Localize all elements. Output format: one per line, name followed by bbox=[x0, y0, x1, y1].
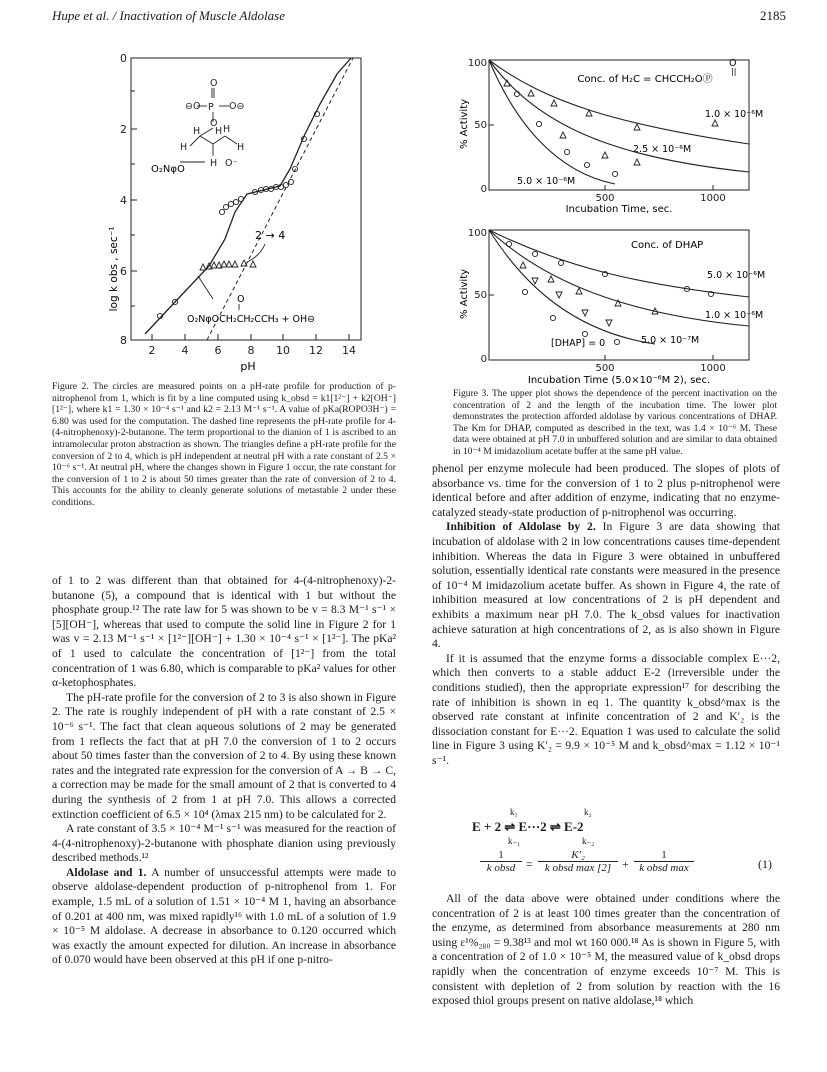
fig3-bottom-label-1e-6: 1.0 × 10⁻⁶M bbox=[705, 310, 764, 321]
fig3-top-xtick-1000: 1000 bbox=[700, 193, 726, 204]
fig3-bottom-ytick-50: 50 bbox=[474, 290, 487, 301]
fig2-y-ticks bbox=[131, 58, 137, 340]
fig3-top-x-label: Incubation Time, sec. bbox=[565, 204, 673, 215]
eq1-lhs-num: 1 bbox=[498, 849, 504, 861]
figure-2-plot bbox=[105, 44, 375, 384]
fig3-top-curve-1e-6 bbox=[489, 60, 749, 144]
fig2-solid-profile-line bbox=[145, 58, 351, 334]
fig2-xtick-4: 4 bbox=[181, 344, 189, 357]
fig2-structure-top-label: O₂NφO bbox=[151, 164, 185, 175]
fig3-bottom-y-label: % Activity bbox=[459, 268, 470, 320]
eq1-number: (1) bbox=[758, 857, 772, 871]
fig3-top-ytick-50: 50 bbox=[474, 120, 487, 131]
fig3-top-points bbox=[504, 80, 718, 177]
fig2-xtick-2: 2 bbox=[148, 344, 156, 357]
right-paragraph-2-heading: Inhibition of Aldolase by 2. bbox=[446, 520, 596, 534]
fig2-x-ticks bbox=[152, 334, 349, 340]
fig2-arrow-bottom bbox=[198, 276, 213, 299]
left-paragraph-4-heading: Aldolase and 1. bbox=[66, 865, 147, 879]
svg-text:H: H bbox=[210, 158, 218, 169]
fig2-xtick-12: 12 bbox=[309, 344, 323, 357]
fig3-bottom-ytick-0: 0 bbox=[480, 354, 487, 365]
svg-text:H: H bbox=[193, 126, 201, 137]
fig2-ytick-0: 0 bbox=[120, 52, 127, 65]
fig3-top-ytick-0: 0 bbox=[480, 184, 487, 195]
fig3-top-xtick-500: 500 bbox=[595, 193, 615, 204]
fig3-bottom-x-label: Incubation Time (5.0×10⁻⁶M 2), sec. bbox=[527, 375, 711, 386]
fig2-xtick-6: 6 bbox=[214, 344, 222, 357]
right-column-text bbox=[432, 462, 780, 768]
left-paragraph-2: The pH-rate profile for the conversion of 2 to 3 is also shown in Figure 2. The rate is roughly independent of pH with a rate constant of 2.5 × 10⁻⁶ s⁻¹. The fact that clean aqueous solutions of 2 may be generated from 1 reflects the fact that at pH 7.0 the conversion of 1 to 2 occurs about 50 times faster than the conversion of 2 to 4. By using these known rates and the integrated rate expression for the conversion of A → B → C, a correction may be made for the small amount of 2 that is converted to 4 during the synthesis of 2 from 1 at pH 7.0. This allows a corrected extinction coefficient of 6.5 × 10⁴ (λmax 215 nm) to be calculated for 2. bbox=[52, 690, 396, 821]
svg-text:H: H bbox=[237, 142, 245, 153]
svg-text:O: O bbox=[210, 118, 218, 129]
fig3-bottom-label-5e-6: 5.0 × 10⁻⁶M bbox=[707, 270, 766, 281]
fig3-top-label-5e-6: 5.0 × 10⁻⁶M bbox=[517, 176, 576, 187]
right-paragraph-2-body: In Figure 3 are data showing that incubation of aldolase with 2 in low concentrations causes time-dependent inhibition. Whereas the data in Figure 3 were obtained in unbuffered solution, essentially identical rate constants were measured in the presence of 10⁻⁴ M imidazolium acetate buffer. As shown in Figure 4, the rate of inhibition measured at low concentrations of 2 is pH dependent and exhibits a maximum near pH 7.0. The k_obsd values for inactivation achieve saturation at high concentrations of 2, as is also shown in Figure 4. bbox=[432, 520, 780, 651]
fig3-top-o-bond: || bbox=[731, 67, 737, 76]
fig2-ytick-8: 8 bbox=[120, 334, 127, 347]
svg-text:H: H bbox=[215, 126, 223, 137]
page-number: 2185 bbox=[760, 8, 786, 23]
fig3-bottom-xtick-1000: 1000 bbox=[700, 363, 726, 374]
fig3-bottom-title: Conc. of DHAP bbox=[631, 240, 704, 251]
fig3-bottom-points bbox=[506, 241, 713, 344]
fig2-ytick-2: 2 bbox=[120, 123, 127, 136]
left-paragraph-1: of 1 to 2 was different than that obtained for 4-(4-nitrophenoxy)-2-butanone (5), a compound that is identical with 1 but without the phosphate group.¹² The rate law for 5 was shown to be v = 8.3 M⁻¹ s⁻¹ × [5][OH⁻], whereas that used to compute the solid line in Figure 2 for 1 was v = 2.13 M⁻¹ s⁻¹ × [1²⁻][OH⁻] + 1.30 × 10⁻⁴ s⁻¹ × [1²⁻]. The pKa² of 1 used to calculate the concentration of [1²⁻] from the total concentration of 1 was 6.80, which is comparable to pKa² values for other α-ketophosphates. bbox=[52, 574, 396, 690]
left-paragraph-4 bbox=[52, 866, 396, 968]
svg-text:P: P bbox=[208, 102, 214, 113]
fig3-bottom-xtick-500: 500 bbox=[595, 363, 615, 374]
fig3-bottom-label-5e-7: 5.0 × 10⁻⁷M bbox=[641, 335, 700, 346]
svg-text:O: O bbox=[210, 78, 218, 89]
eq-k-1: k₋₁ bbox=[508, 836, 521, 846]
eq1-equals: = bbox=[526, 857, 533, 871]
right-paragraph-2 bbox=[432, 520, 780, 651]
right-paragraph-1: phenol per enzyme molecule had been produced. The slopes of plots of absorbance vs. time for the conversion of 1 to 2 plus p-nitrophenol were identical before and after addition of enzyme, indicating that no enzyme-catalyzed steady-state production of p-nitrophenol was occurring. bbox=[432, 462, 780, 519]
fig3-top-o: O bbox=[729, 58, 737, 69]
fig2-structure-bottom-label: O₂NφOCH₂CH₂CCH₃ + OH⊖ bbox=[187, 314, 316, 325]
fig3-top-label-1e-6: 1.0 × 10⁻⁶M bbox=[705, 109, 764, 120]
svg-text:O⁻: O⁻ bbox=[225, 158, 238, 169]
eq1-plus: + bbox=[622, 857, 629, 871]
eq-scheme: E + 2 ⇌ E···2 ⇌ E-2 bbox=[472, 819, 584, 834]
fig3-top-ytick-100: 100 bbox=[467, 58, 487, 69]
fig3-top-label-2.5e-6: 2.5 × 10⁻⁶M bbox=[633, 144, 692, 155]
left-paragraph-3: A rate constant of 3.5 × 10⁻⁴ M⁻¹ s⁻¹ was measured for the reaction of 4-(4-nitrophenoxy)-2-butanone with phosphate dianion using previously described methods.¹² bbox=[52, 822, 396, 865]
eq1-rhs-num: 1 bbox=[661, 849, 667, 861]
fig2-x-label: pH bbox=[240, 360, 256, 373]
svg-text:⊖O: ⊖O bbox=[185, 101, 201, 112]
eq-k-2: k₋₂ bbox=[582, 836, 595, 846]
fig3-bottom-curve-5e-6 bbox=[489, 230, 749, 297]
fig2-xtick-8: 8 bbox=[247, 344, 255, 357]
right-paragraph-4: All of the data above were obtained under conditions where the concentration of 2 is at least 100 times greater than the concentration of the enzyme, as determined from absorbance measurements at 280 nm using ε¹%₂₈₀ = 9.38¹³ and mol wt 160 000.¹⁸ As is shown in Figure 5, with a concentration of 2 of 1.0 × 10⁻⁵ M, the measured value of k_obsd drops rapidly when the concentration of enzyme exceeds 10⁻⁷ M. This is consistent with depletion of 2 from solution by reaction with the 16 exposed thiol groups present on native aldolase,¹⁸ which bbox=[432, 892, 780, 1008]
eq-k1: k₁ bbox=[510, 807, 518, 817]
svg-text:H: H bbox=[223, 124, 231, 135]
svg-text:H: H bbox=[180, 142, 188, 153]
fig2-ytick-4: 4 bbox=[120, 194, 127, 207]
fig2-y-label: log k obs , sec⁻¹ bbox=[108, 226, 120, 312]
eq1-mid-num: K′₂ bbox=[571, 849, 585, 861]
eq1-lhs-den: k obsd bbox=[480, 861, 522, 874]
left-column-text bbox=[52, 574, 396, 968]
fig2-frame bbox=[131, 58, 361, 340]
left-paragraph-4-body: A number of unsuccessful attempts were made to observe aldolase-dependent production of p-nitrophenol from 1. For example, 1.5 mL of a solution of 1.51 × 10⁻⁴ M 1, having an absorbance of 0.201 at 400 nm, was mixed rapidly¹⁶ with 1.0 mL of a solution of 1.9 × 10⁻⁵ M aldolase. A decrease in absorbance to 0.120 occurred which was exactly the amount expected for dilution. An increase in absorbance of 0.070 would have been observed at this pH if one p-nitro- bbox=[52, 865, 396, 967]
eq1-lhs bbox=[480, 849, 522, 874]
eq1-rhs-den: k obsd max bbox=[634, 861, 694, 874]
fig3-top-title: Conc. of H₂C = CHCCH₂OⓅ bbox=[577, 74, 713, 85]
figure-2-caption: Figure 2. The circles are measured points on a pH-rate profile for production of p-nitrophenol from 1, which is fit by a line computed using k_obsd = k1[1²⁻] + k2[OH⁻][1²⁻], where k1 = 1.30 × 10⁻⁴ s⁻¹ and k2 = 2.13 M⁻¹ s⁻¹. A value of pKa(ROPO3H⁻) = 6.80 was used for the computation. The dashed line represents the pH-rate profile for 4-(4-nitrophenoxy)-2-butanone. The term proportional to the dianion of 1 is ascribed to an intramolecular proton abstraction as shown. The triangles define a pH-rate profile for the conversion of 2 to 4, which is pH independent at neutral pH with a rate constant of 2.5 × 10⁻⁶ s⁻¹. At neutral pH, where the changes shown in Figure 1 occur, the rate constant for the conversion of 1 to 2 is about 50 times greater than the rate of conversion of 2 to 4. This accounts for the ability to cleanly generate solutions of metastable 2 under these conditions. bbox=[52, 381, 396, 508]
eq1-mid-den: k obsd max [2] bbox=[538, 861, 618, 874]
fig2-ytick-6: 6 bbox=[120, 265, 127, 278]
fig2-bottom-structure-o: O bbox=[237, 294, 245, 305]
eq-k2: k₂ bbox=[584, 807, 592, 817]
fig2-xtick-14: 14 bbox=[342, 344, 356, 357]
fig2-arrow bbox=[247, 244, 265, 262]
right-paragraph-3: If it is assumed that the enzyme forms a dissociable complex E···2, which then converts to a stable adduct E-2 (irreversible under the conditions studied), then the appropriate expression¹⁷ for describing the rate of inhibition is shown in eq 1. The quantity k_obsd^max is the observed rate constant at infinite concentration of 2 and K′₂ is the dissociation constant for E···2. Equation 1 was used to calculate the solid line in Figure 3 using K′₂ = 9.9 × 10⁻⁵ M and k_obsd^max = 1.12 × 10⁻¹ s⁻¹. bbox=[432, 651, 780, 767]
equation-1-block bbox=[432, 805, 780, 885]
fig3-top-y-label: % Activity bbox=[459, 98, 470, 150]
fig2-arrow-label: 2 → 4 bbox=[255, 229, 286, 242]
right-column-text-2 bbox=[432, 892, 780, 1009]
figure-3-caption: Figure 3. The upper plot shows the dependence of the percent inactivation on the concentration of 2 and the length of the incubation time. The lower plot demonstrates the protection afforded aldolase by various concentrations of DHAP. The Km for DHAP, computed as described in the text, was 1.4 × 10⁻⁶ M. These data were obtained at pH 7.0 in unbuffered solution and are similar to data obtained in 10⁻⁴ M imidazolium acetate buffer at the same pH value. bbox=[453, 388, 777, 457]
figure-3-plot bbox=[455, 52, 785, 392]
fig3-bottom-label-dhap-0: [DHAP] = 0 bbox=[551, 338, 606, 349]
running-title: Hupe et al. / Inactivation of Muscle Aldolase bbox=[52, 8, 285, 23]
fig3-bottom-ytick-100: 100 bbox=[467, 228, 487, 239]
eq1-rhs bbox=[634, 849, 694, 874]
svg-text:O⊖: O⊖ bbox=[229, 101, 245, 112]
eq1-mid bbox=[538, 849, 618, 874]
fig2-xtick-10: 10 bbox=[276, 344, 290, 357]
